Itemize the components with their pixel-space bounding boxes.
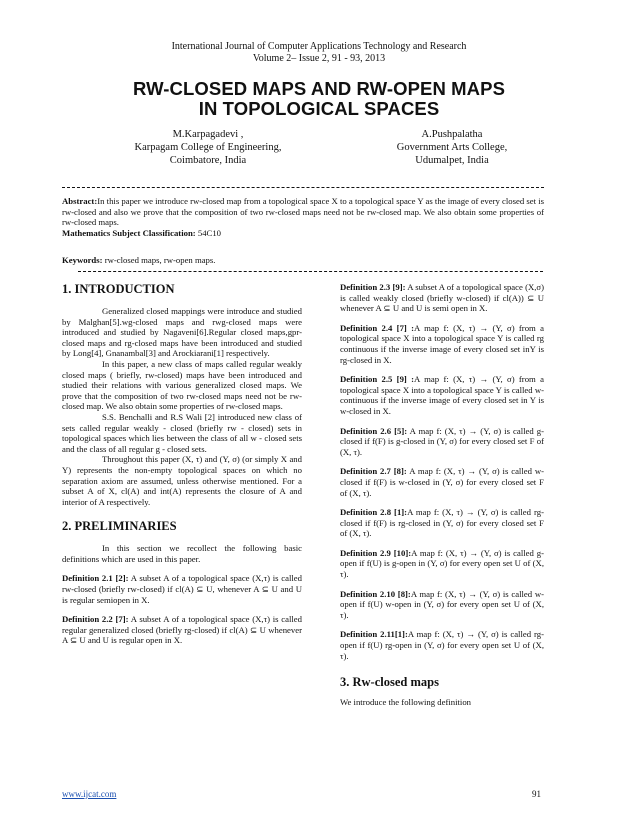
- abstract: [62, 196, 544, 238]
- page-number: 91: [532, 789, 541, 799]
- definition-2-5-label: Definition 2.5 [9] :: [340, 374, 415, 385]
- definition-2-1-text: A subset A of a topological space (X,τ) is called rw-closed (briefly rw-closed) if cl(A) ⊆ U, whenever A ⊆ U and U is regular semiopen in X.: [62, 573, 302, 605]
- definition-2-8-text: A map f: (X, τ) → (Y, σ) is called rg-closed if f(F) is rg-closed in (Y, σ) for every closed set F of (X, τ).: [340, 507, 544, 539]
- right-column: [340, 282, 544, 708]
- left-column: [62, 282, 302, 646]
- author-1-affiliation: Karpagam College of Engineering,: [134, 142, 282, 153]
- definition-2-2-label: Definition 2.2 [7]:: [62, 614, 129, 625]
- definition-2-6: [340, 426, 544, 458]
- definition-2-4: [340, 323, 544, 365]
- definition-2-6-text: A map f: (X, τ) → (Y, σ) is called g-closed if f(F) is g-closed in (Y, σ) for every closed set F of (X, τ).: [340, 425, 544, 457]
- intro-paragraph-2: In this paper, a new class of maps called regular weakly closed maps ( briefly, rw-closed) maps have been introduced and studied their relations with various generalized closed maps. We prove that the composition of two rw-closed maps need not be rw-closed map. We also obtain some properties of rw-closed maps.: [62, 358, 302, 412]
- definition-2-3-label: Definition 2.3 [9]:: [340, 282, 406, 292]
- keywords-text: rw-closed maps, rw-open maps.: [102, 255, 216, 265]
- definition-2-11-text: A map f: (X, τ) → (Y, σ) is called rg-open if f(U) rg-open in (Y, σ) for every open set U of (X, τ).: [340, 629, 544, 661]
- msc: [62, 228, 544, 239]
- definition-2-6-label: Definition 2.6 [5]:: [340, 425, 408, 436]
- msc-label: Mathematics Subject Classification:: [62, 227, 196, 238]
- definition-2-2: [62, 614, 302, 646]
- journal-name: International Journal of Computer Applications Technology and Research: [171, 41, 467, 52]
- paper-title: [0, 79, 638, 119]
- definition-2-5: [340, 374, 544, 416]
- definition-2-7: [340, 466, 544, 498]
- definition-2-10: [340, 589, 544, 621]
- journal-volume: Volume 2– Issue 2, 91 - 93, 2013: [252, 53, 386, 64]
- section-1-heading: 1. INTRODUCTION: [62, 282, 175, 296]
- author-1-name: M.Karpagadevi ,: [172, 129, 244, 140]
- author-2-affiliation: Government Arts College,: [396, 142, 508, 153]
- journal-header: [0, 41, 638, 65]
- keywords: [62, 255, 544, 266]
- definition-2-10-text: A map f: (X, τ) → (Y, σ) is called w-open if f(U) w-open in (Y, σ) for every open set U of (X, τ).: [340, 588, 545, 620]
- definition-2-1: [62, 573, 302, 605]
- definition-2-9-text: A map f: (X, τ) → (Y, σ) is called g-open if f(U) is g-open in (Y, σ) for every open set U of (X, τ).: [340, 547, 544, 580]
- intro-paragraph-1: Generalized closed mappings were introduce and studied by Malghan[5].wg-closed maps and rwg-closed maps were introduced and studied by Nagaveni[6].Regular closed maps,gpr-closed maps and rg-closed maps have been introduced and studied by Long[4], Gnanambal[3] and Arockiarani[1] respectively.: [62, 306, 302, 359]
- definition-2-11-label: Definition 2.11[1]:: [340, 629, 408, 640]
- definition-2-7-label: Definition 2.7 [8]:: [340, 466, 407, 477]
- section-3-heading: 3. Rw-closed maps: [340, 675, 439, 690]
- author-2-location: Udumalpet, India: [415, 155, 489, 166]
- definition-2-5-text: A map f: (X, τ) → (Y, σ) from a topological space X into a topological space Y is called w-continuous if the inverse image of every closed set in Y is w-closed in X.: [340, 374, 544, 416]
- definition-2-3-text: A subset A of a topological space (X,σ) is called weakly closed (briefly w-closed) if cl(A)) ⊆ U whenever A ⊆ U and U is semi open in X.: [340, 282, 545, 314]
- intro-paragraph-3: S.S. Benchalli and R.S Wali [2] introduced new class of sets called regular weakly - closed (briefly rw - closed) sets in topological spaces which lies between the class of all w - closed sets and the class of all regular g - closed sets.: [62, 411, 302, 454]
- intro-paragraph-4: Throughout this paper (X, τ) and (Y, σ) (or simply X and Y) represents the non-empty topological spaces on which no separation axiom are assumed, unless otherwise mentioned. For a subset A of X, cl(A) and int(A) represents the closure of A and interior of A respectively.: [62, 454, 302, 507]
- definition-2-1-label: Definition 2.1 [2]:: [62, 573, 129, 584]
- definition-2-8-label: Definition 2.8 [1]:: [340, 507, 408, 518]
- definition-2-4-text: A map f: (X, τ) → (Y, σ) from a topological space X into a topological space Y is called rg continuous if the inverse image of every closed set inY is rg-closed in X.: [340, 322, 544, 365]
- definition-2-9: [340, 548, 544, 580]
- title-line-2: IN TOPOLOGICAL SPACES: [198, 98, 440, 119]
- author-1-location: Coimbatore, India: [169, 155, 247, 166]
- msc-value: 54C10: [195, 227, 222, 238]
- separator-keywords: [78, 271, 543, 272]
- author-2-name: A.Pushpalatha: [421, 129, 483, 140]
- definition-2-8: [340, 507, 544, 539]
- definition-2-11: [340, 629, 544, 661]
- footer-website-link[interactable]: www.ijcat.com: [62, 789, 117, 799]
- separator-top: [62, 187, 544, 188]
- definition-2-10-label: Definition 2.10 [8]:: [340, 588, 411, 599]
- keywords-label: Keywords:: [62, 255, 103, 265]
- section-3-paragraph: We introduce the following definition: [340, 697, 472, 708]
- abstract-text: In this paper we introduce rw-closed map from a topological space X to a topological space Y as the image of every closed set is rw-closed and also we prove that the composition of two rw-closed maps need not be rw-closed map. We also obtain some properties of rw-closed maps.: [62, 196, 544, 228]
- author-2: [352, 128, 552, 167]
- abstract-label: Abstract:: [62, 196, 98, 206]
- section-2-heading: 2. PRELIMINARIES: [62, 519, 177, 534]
- definition-2-7-text: A map f: (X, τ) → (Y, σ) is called w-closed if f(F) is w-closed in (Y, σ) for every closed set F of (X, τ).: [340, 466, 544, 498]
- author-1: [108, 128, 308, 167]
- definition-2-2-text: A subset A of a topological space (X,τ) is called regular generalized closed (briefly rg-closed) if cl(A) ⊆ U whenever A ⊆ U and U is regular open in X.: [62, 614, 302, 646]
- definition-2-3: [340, 282, 544, 314]
- definition-2-4-label: Definition 2.4 [7] :: [340, 322, 415, 333]
- definition-2-9-label: Definition 2.9 [10]:: [340, 547, 412, 558]
- prelim-paragraph: In this section we recollect the following basic definitions which are used in this paper.: [62, 543, 302, 564]
- title-line-1: RW-CLOSED MAPS AND RW-OPEN MAPS: [132, 78, 506, 99]
